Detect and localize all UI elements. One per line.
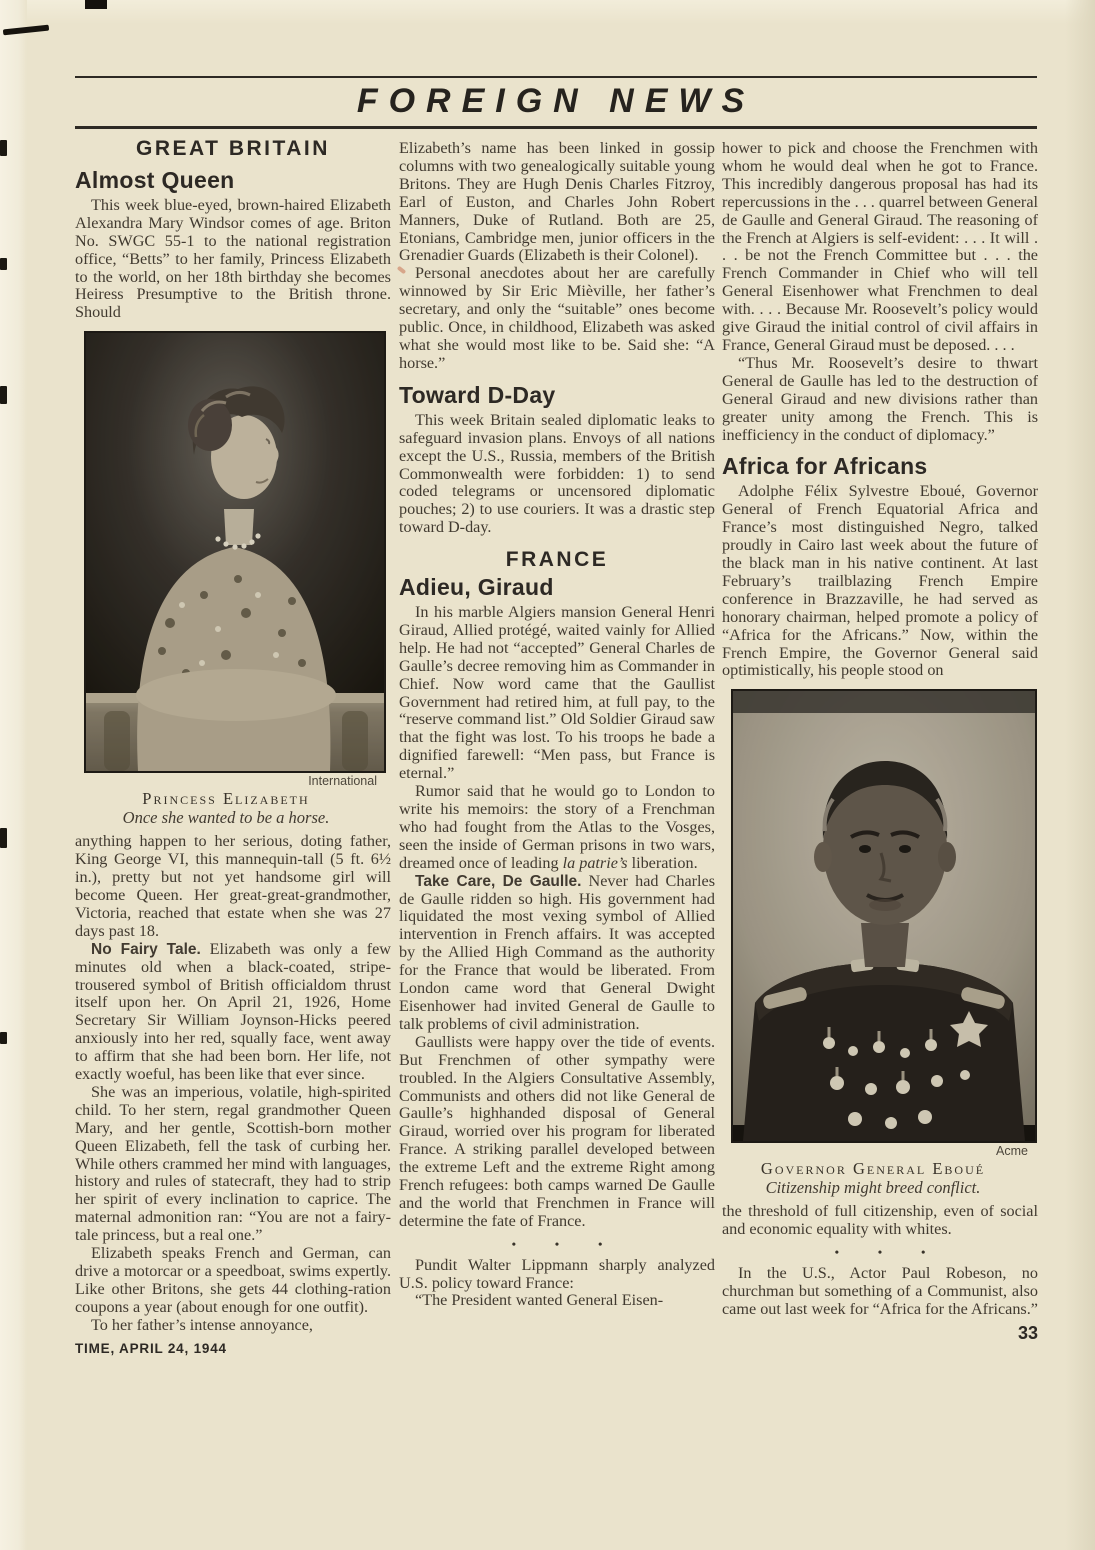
princess-elizabeth-portrait-illustration <box>86 333 384 771</box>
body-paragraph <box>399 265 715 372</box>
story-head-africa-for-africans: Africa for Africans <box>722 453 928 480</box>
section-head-france: FRANCE <box>505 548 609 572</box>
photo-caption-line: Citizenship might breed conflict. <box>765 1178 981 1198</box>
edge-tick <box>0 258 7 270</box>
body-paragraph: hower to pick and choose the Frenchmen with whom he would deal when he got to France. This incredibly dangerous proposal has had its repercussions in the . . . quarrel between General de Gaulle and General Giraud. The reasoning of the French at Algiers is self-evident: . . . It will . . . be not the French Committee but . . . the French Commander in Chief who will tell General Eisenhower what Frenchmen to deal with. . . . Because Mr. Roosevelt’s policy would give Giraud the initial control of civil affairs in France, General Giraud must be deposed. . . . <box>722 139 1038 354</box>
story-head-adieu-giraud: Adieu, Giraud <box>399 574 554 601</box>
body-paragraph: Adolphe Félix Sylvestre Eboué, Governor General of French Equatorial Africa and France’s most distinguished Negro, talked proudly in Cairo last week about the future of the black man in his native continent. At last February’s trailblazing French Empire conference in Brazzaville, he had served as honorary chairman, helped promote a policy of “Africa for the Africans.” Now, within the French Empire, the Governor General said optimistically, his people stood on <box>722 482 1038 680</box>
photo-caption-line: Once she wanted to be a horse. <box>122 808 330 828</box>
scan-edge-right <box>1065 0 1095 1550</box>
body-paragraph: To her father’s intense annoyance, <box>91 1315 313 1334</box>
edge-tick <box>0 140 7 156</box>
body-text: Elizabeth was only a few minutes old when a black-coated, stripe-trousered symbol of British officialdom thrust itself upon her. On April 21, 1926, Home Secretary Sir William Joynson-Hicks peered anxiously into her red, squally face, went away to affirm that she had been born. Her life, not exactly woeful, has been like that ever since. <box>75 939 392 1084</box>
body-paragraph: Pundit Walter Lippmann sharply analyzed U.S. policy toward France: <box>399 1255 715 1292</box>
body-paragraph: She was an imperious, volatile, high-spirited child. To her stern, regal grandmother Queen Mary, and her gentle, Scottish-born mother Queen Elizabeth, fell the task of curbing her. While others crammed her mind with languages, history and rules of statecraft, they had to strip her spirit of every inclination to caprice. The maternal admonition ran: “You are not a fairy-tale princess, but a real one.” <box>75 1082 391 1245</box>
section-dots-separator: • • • <box>834 1245 944 1260</box>
body-paragraph <box>399 783 715 873</box>
photo-credit: International <box>308 774 377 789</box>
eboue-portrait-illustration <box>733 691 1035 1141</box>
body-text: Never had Charles de Gaulle ridden so high. His government had liquidated the most vexing symbol of Allied intervention in French affairs. It was accepted by the Allied High Command as the authority for the France that would be liberated. From London came word that General Dwight Eisenhower had invited General de Gaulle to talk problems of civil administration. <box>399 871 715 1033</box>
body-paragraph: “Thus Mr. Roosevelt’s desire to thwart General de Gaulle has led to the destruction of General Giraud and new divisions rather than greater unity among the French. This is inefficiency in the conduct of diplomacy.” <box>722 353 1038 444</box>
edge-tick <box>0 828 7 848</box>
body-text: Rumor said that he would go to London to write his memoirs: the story of a Frenchman who had fought from the Atlas to the Vosges, seen the inside of German prisons in two wars, dreamed once of leading <box>399 782 715 872</box>
photo-caption-name: Governor General Eboué <box>760 1159 986 1179</box>
photo-princess-elizabeth-figure <box>75 331 377 827</box>
body-paragraph: In the U.S., Actor Paul Robeson, no churchman but something of a Communist, also came out last week for “Africa for the Africans.” <box>722 1264 1038 1318</box>
photo-governor-general-eboue <box>731 689 1037 1143</box>
runin-head-take-care-de-gaulle: Take Care, De Gaulle. <box>415 872 582 890</box>
masthead-title: FOREIGN NEWS <box>356 82 756 120</box>
body-paragraph: Elizabeth’s name has been linked in gossip columns with two genealogically suitable young Britons. They are Hugh Denis Charles Fitzroy, Earl of Euston, and Charles John Robert Manners, Duke of Rutland. Both are 25, Etonians, Cambridge men, junior officers in the Grenadier Guards (Elizabeth is their Colonel). <box>399 139 715 265</box>
section-dots-separator: • • • <box>511 1236 621 1251</box>
italic-phrase: la patrie’s <box>562 853 628 872</box>
story-head-toward-d-day: Toward D-Day <box>399 381 556 408</box>
photo-princess-elizabeth <box>84 331 386 773</box>
photo-credit: Acme <box>996 1144 1028 1159</box>
story-head-almost-queen: Almost Queen <box>75 166 235 193</box>
section-head-great-britain: GREAT BRITAIN <box>136 137 330 160</box>
edge-tick <box>0 386 7 404</box>
issue-footer: TIME, APRIL 24, 1944 <box>75 1340 227 1356</box>
print-artifact-mark <box>397 266 407 275</box>
photo-eboue-figure <box>722 689 1028 1198</box>
body-paragraph <box>75 941 391 1084</box>
masthead-rule-top <box>75 76 1037 78</box>
body-paragraph <box>399 873 715 1034</box>
body-paragraph: This week Britain sealed diplomatic leaks to safeguard invasion plans. Envoys of all nations except the U.S., Russia, members of the British Commonwealth were forbidden: 1) to send coded telegrams or uncensored diplomatic pouches; 2) to use couriers. It was a drastic step toward D-day. <box>399 410 715 537</box>
body-paragraph: Gaullists were happy over the tide of events. But Frenchmen of other sympathy were troubled. In the Algiers Consultative Assembly, Communists and others did not like General de Gaulle’s highhanded disposal of General Giraud, worried over his program for liberated France. A striking parallel developed between the extreme Left and the extreme Right among French refugees: both camps warned De Gaulle and the world that Frenchmen in France will determine the fate of France. <box>399 1032 715 1230</box>
column-1 <box>75 137 392 1358</box>
registration-mark <box>85 0 107 9</box>
edge-tick <box>0 1032 7 1044</box>
photo-caption-name: Princess Elizabeth <box>142 789 310 809</box>
scan-edge-top <box>0 0 1095 24</box>
body-paragraph: This week blue-eyed, brown-haired Elizabeth Alexandra Mary Windsor comes of age. Briton No. SWGC 55-1 to the national registration office, “Betts” to her family, Princess Elizabeth to the world, on her 18th birthday she becomes Heiress Presumptive to the British throne. Should <box>75 195 391 322</box>
body-paragraph: the threshold of full citizenship, even of social and economic equality with whites. <box>722 1202 1038 1239</box>
body-paragraph: “The President wanted General Eisen- <box>415 1291 664 1310</box>
masthead-rule-bottom <box>75 126 1037 129</box>
body-paragraph: anything happen to her serious, doting father, King George VI, this mannequin-tall (5 ft. 6½ in.), pretty but not yet handsome girl will become Queen. Her great-great-grandmother, Victoria, reached that estate when she was 27 days past 18. <box>75 832 391 940</box>
column-2 <box>399 140 715 1310</box>
body-text: Personal anecdotes about her are carefully winnowed by Sir Eric Mièville, her father’s secretary, and only the “suitable” ones become public. Once, in childhood, Elizabeth was asked what she would most like to be. Said she: “A horse.” <box>399 264 715 372</box>
body-paragraph: Elizabeth speaks French and German, can drive a motorcar or a speedboat, swims expertly. Like other Britons, she gets 44 clothing-ration coupons a year (about enough for one outfit). <box>75 1244 391 1316</box>
column-3 <box>722 140 1038 1343</box>
page-number: 33 <box>1017 1322 1038 1343</box>
runin-head-no-fairy-tale: No Fairy Tale. <box>91 940 201 958</box>
body-paragraph: In his marble Algiers mansion General Henri Giraud, Allied protégé, waited vainly for Allied help. He had not “accepted” General Charles de Gaulle’s decree removing him as Commander in Chief. Now word came that the Gaullist Government had retired him, at full pay, to the “reserve command list.” Old Soldier Giraud saw that the fight was lost. To his troops he bade a dignified farewell: “Men pass, but France is eternal.” <box>399 603 715 783</box>
body-text: liberation. <box>627 853 698 872</box>
scan-edge-left <box>0 0 27 1550</box>
